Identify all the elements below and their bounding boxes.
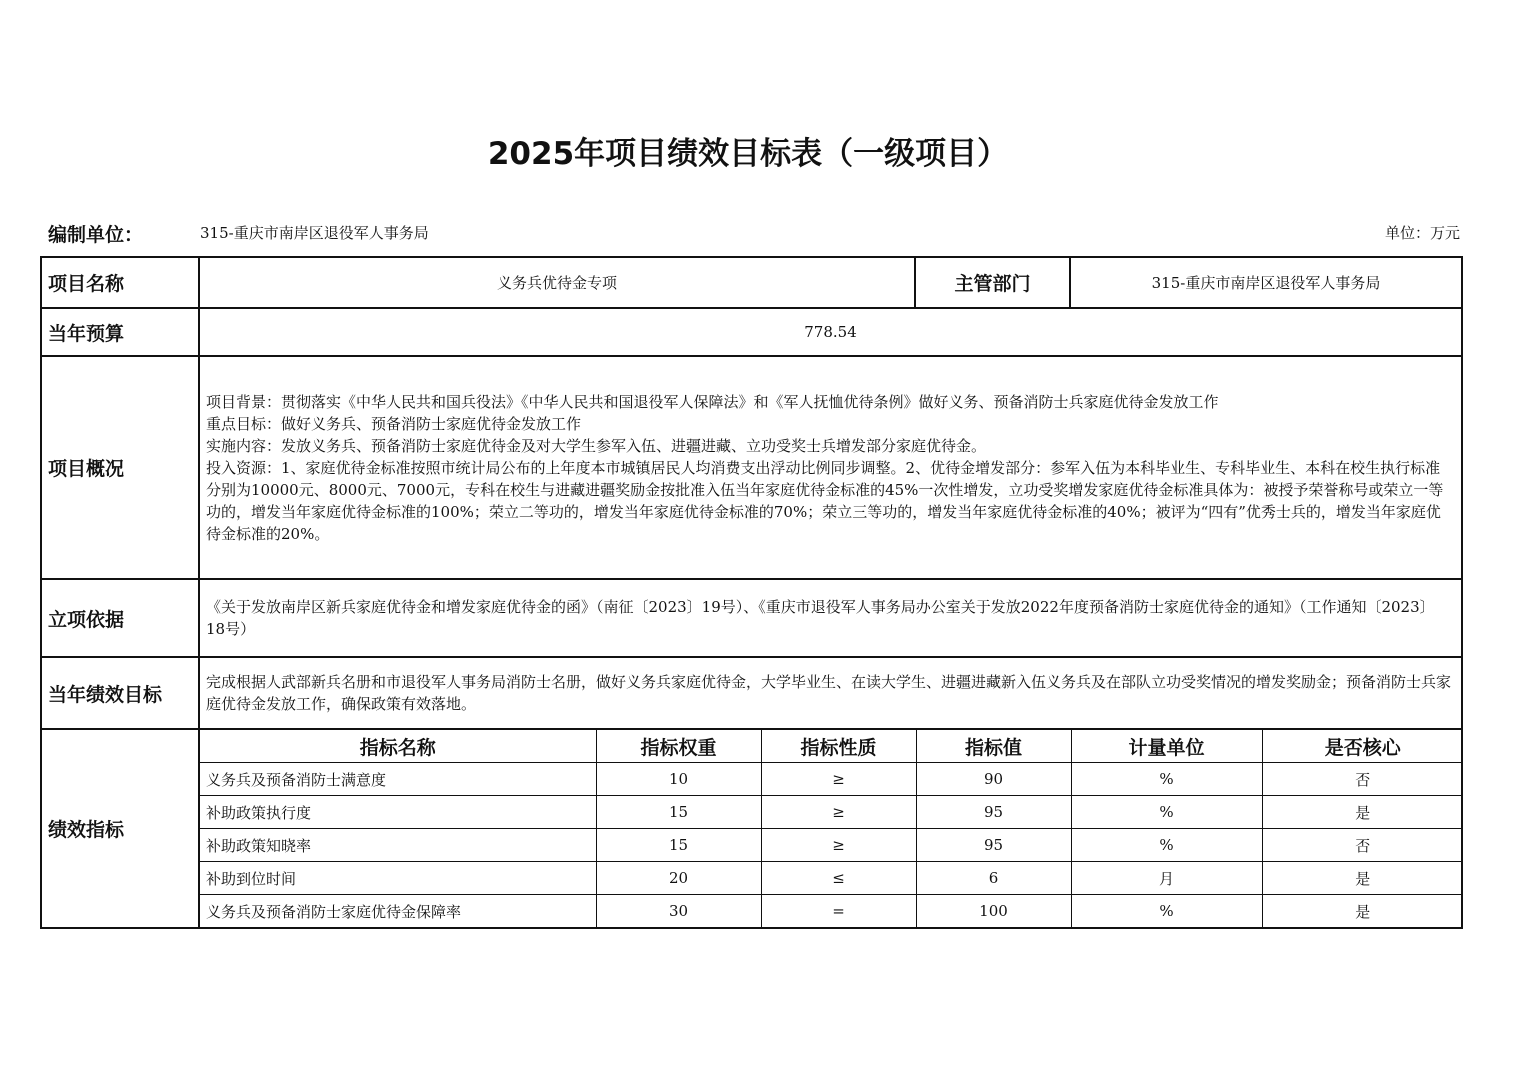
kpi-name: 补助政策知晓率 <box>200 829 596 862</box>
kpi-header-weight: 指标权重 <box>596 730 761 763</box>
table-row <box>200 862 1463 895</box>
kpi-name: 补助政策执行度 <box>200 796 596 829</box>
kpi-core: 是 <box>1262 796 1463 829</box>
kpi-header-name: 指标名称 <box>200 730 596 763</box>
kpi-unit: % <box>1071 895 1262 928</box>
kpi-value: 6 <box>916 862 1071 895</box>
kpi-name: 义务兵及预备消防士家庭优待金保障率 <box>200 895 596 928</box>
kpi-core: 否 <box>1262 829 1463 862</box>
basis-text: 《关于发放南岸区新兵家庭优待金和增发家庭优待金的函》（南征〔2023〕19号）、《重庆市退役军人事务局办公室关于发放2022年度预备消防士家庭优待金的通知》（工作通知〔2023〕18号） <box>199 579 1462 657</box>
overview-text <box>199 356 1462 579</box>
overview-label: 项目概况 <box>41 356 199 579</box>
overview-background: 项目背景：贯彻落实《中华人民共和国兵役法》《中华人民共和国退役军人保障法》和《军人抚恤优待条例》做好义务、预备消防士兵家庭优待金发放工作 <box>206 392 1219 411</box>
kpi-core: 否 <box>1262 763 1463 796</box>
project-name-label: 项目名称 <box>41 257 199 308</box>
kpi-label: 绩效指标 <box>41 729 199 928</box>
kpi-nature: ≥ <box>761 829 916 862</box>
dept-label: 主管部门 <box>915 257 1070 308</box>
kpi-nature: ≤ <box>761 862 916 895</box>
kpi-weight: 15 <box>596 829 761 862</box>
kpi-name: 补助到位时间 <box>200 862 596 895</box>
kpi-value: 100 <box>916 895 1071 928</box>
kpi-value: 95 <box>916 796 1071 829</box>
kpi-header-unit: 计量单位 <box>1071 730 1262 763</box>
table-row <box>200 763 1463 796</box>
kpi-unit: % <box>1071 763 1262 796</box>
kpi-value: 90 <box>916 763 1071 796</box>
overview-resources: 投入资源：1、家庭优待金标准按照市统计局公布的上年度本市城镇居民人均消费支出浮动比例同步调整。2、优待金增发部分：参军入伍为本科毕业生、专科毕业生、本科在校生执行标准分别为10000元、8000元、7000元，专科在校生与进藏进疆奖励金按批准入伍当年家庭优待金标准的45%一次性增发，立功受奖增发家庭优待金标准具体为：被授予荣誉称号或荣立一等功的，增发当年家庭优待金标准的100%；荣立二等功的，增发当年家庭优待金标准的70%；荣立三等功的，增发当年家庭优待金标准的40%；被评为“四有”优秀士兵的，增发当年家庭优待金标准的20%。 <box>206 458 1444 543</box>
kpi-header-nature: 指标性质 <box>761 730 916 763</box>
kpi-weight: 10 <box>596 763 761 796</box>
kpi-table <box>200 730 1463 927</box>
project-name-value: 义务兵优待金专项 <box>199 257 915 308</box>
kpi-nature: ≥ <box>761 763 916 796</box>
kpi-weight: 20 <box>596 862 761 895</box>
page-title: 2025年项目绩效目标表（一级项目） <box>487 136 1009 172</box>
money-unit: 单位：万元 <box>1384 224 1460 242</box>
table-row <box>200 829 1463 862</box>
overview-goal: 重点目标：做好义务兵、预备消防士家庭优待金发放工作 <box>206 414 582 433</box>
kpi-value: 95 <box>916 829 1071 862</box>
performance-table <box>40 256 1463 929</box>
table-row <box>200 796 1463 829</box>
kpi-header-core: 是否核心 <box>1262 730 1463 763</box>
kpi-weight: 15 <box>596 796 761 829</box>
kpi-unit: 月 <box>1071 862 1262 895</box>
dept-value: 315-重庆市南岸区退役军人事务局 <box>1070 257 1462 308</box>
budget-value: 778.54 <box>199 308 1462 356</box>
org-label: 编制单位： <box>48 224 144 246</box>
overview-content: 实施内容：发放义务兵、预备消防士家庭优待金及对大学生参军入伍、进疆进藏、立功受奖士兵增发部分家庭优待金。 <box>206 436 987 455</box>
kpi-weight: 30 <box>596 895 761 928</box>
kpi-unit: % <box>1071 796 1262 829</box>
kpi-nature: ≥ <box>761 796 916 829</box>
goal-label: 当年绩效目标 <box>41 657 199 729</box>
goal-text: 完成根据人武部新兵名册和市退役军人事务局消防士名册，做好义务兵家庭优待金，大学毕业生、在读大学生、进疆进藏新入伍义务兵及在部队立功受奖情况的增发奖励金；预备消防士兵家庭优待金发放工作，确保政策有效落地。 <box>199 657 1462 729</box>
kpi-core: 是 <box>1262 862 1463 895</box>
kpi-unit: % <box>1071 829 1262 862</box>
budget-label: 当年预算 <box>41 308 199 356</box>
org-value: 315-重庆市南岸区退役军人事务局 <box>200 224 429 242</box>
basis-label: 立项依据 <box>41 579 199 657</box>
kpi-nature: = <box>761 895 916 928</box>
kpi-core: 是 <box>1262 895 1463 928</box>
header-row <box>48 218 1460 248</box>
table-row <box>200 895 1463 928</box>
kpi-name: 义务兵及预备消防士满意度 <box>200 763 596 796</box>
kpi-header-value: 指标值 <box>916 730 1071 763</box>
